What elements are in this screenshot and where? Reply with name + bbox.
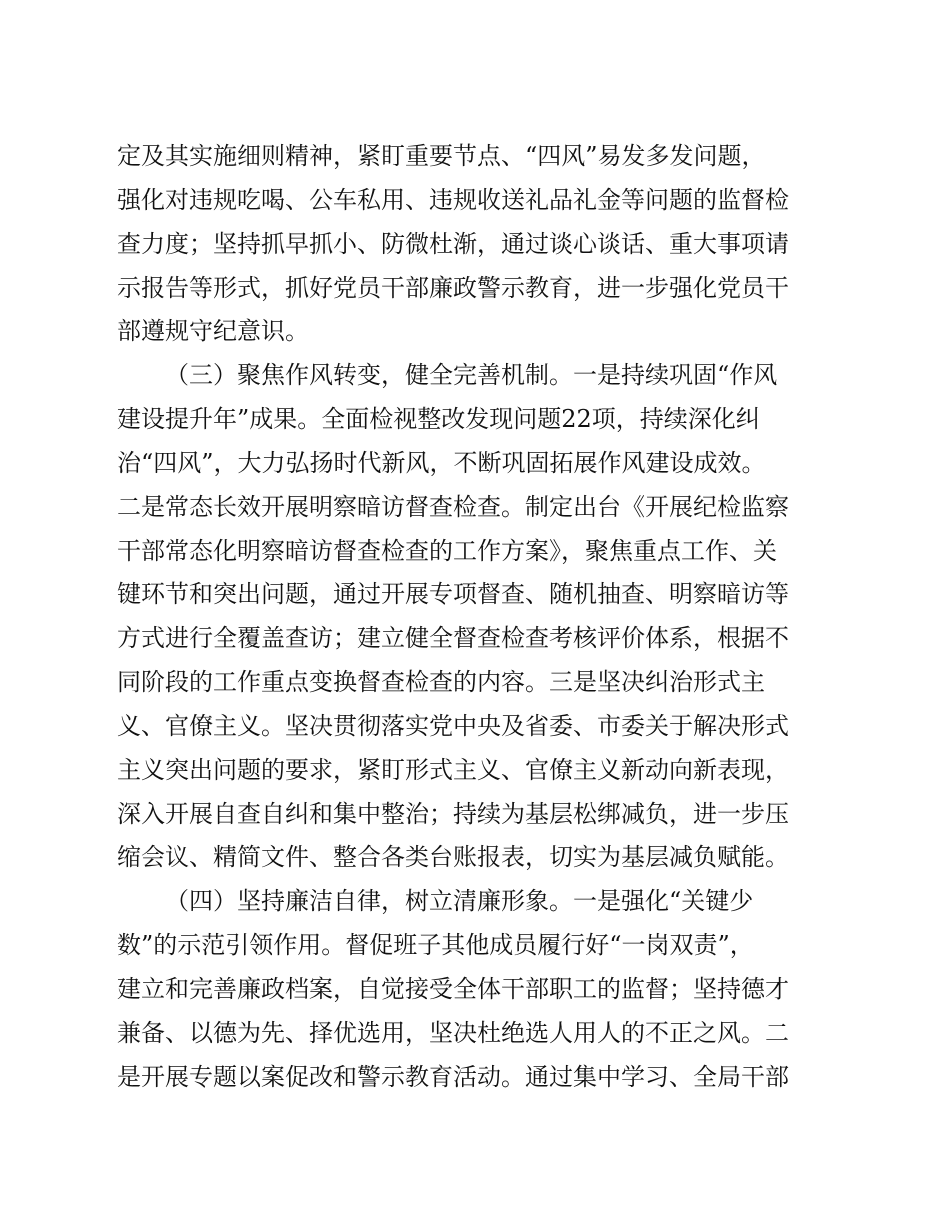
text-line: 兼备、以德为先、择优选用，坚决杜绝选人用人的不正之风。二 [117,1019,789,1047]
text-line: 数”的示范引领作用。督促班子其他成员履行好“一岗双责”， [117,931,754,959]
text-line: 建设提升年”成果。全面检视整改发现问题22项，持续深化纠 [117,405,760,433]
section-heading-line: （三）聚焦作风转变，健全完善机制。一是持续巩固“作风 [165,361,778,389]
text-line: 强化对违规吃喝、公车私用、违规收送礼品礼金等问题的监督检 [117,186,789,214]
section-heading-line: （四）坚持廉洁自律，树立清廉形象。一是强化“关键少 [165,887,754,915]
text-line: 深入开展自查自纠和集中整治；持续为基层松绑减负，进一步压 [117,800,789,828]
text-line: 键环节和突出问题，通过开展专项督查、随机抽查、明察暗访等 [117,580,789,608]
text-line: 建立和完善廉政档案，自觉接受全体干部职工的监督；坚持德才 [117,975,789,1003]
text-line: 查力度；坚持抓早抓小、防微杜渐，通过谈心谈话、重大事项请 [117,230,789,258]
text-line: 定及其实施细则精神，紧盯重要节点、“四风”易发多发问题， [117,142,766,170]
text-line: 干部常态化明察暗访督查检查的工作方案》，聚焦重点工作、关 [117,537,777,565]
text-line: 义、官僚主义。坚决贯彻落实党中央及省委、市委关于解决形式 [117,712,789,740]
text-line: 缩会议、精简文件、整合各类台账报表，切实为基层减负赋能。 [117,843,789,871]
text-line: 部遵规守纪意识。 [117,317,309,345]
text-line: 方式进行全覆盖查访；建立健全督查检查考核评价体系，根据不 [117,624,789,652]
text-line: 主义突出问题的要求，紧盯形式主义、官僚主义新动向新表现， [117,756,789,784]
text-line: 治“四风”，大力弘扬时代新风，不断巩固拓展作风建设成效。 [117,449,766,477]
text-line: 示报告等形式，抓好党员干部廉政警示教育，进一步强化党员干 [117,274,789,302]
text-line: 同阶段的工作重点变换督查检查的内容。三是坚决纠治形式主 [117,668,765,696]
text-line: 是开展专题以案促改和警示教育活动。通过集中学习、全局干部 [117,1063,789,1091]
text-line: 二是常态长效开展明察暗访督查检查。制定出台《开展纪检监察 [117,493,789,521]
